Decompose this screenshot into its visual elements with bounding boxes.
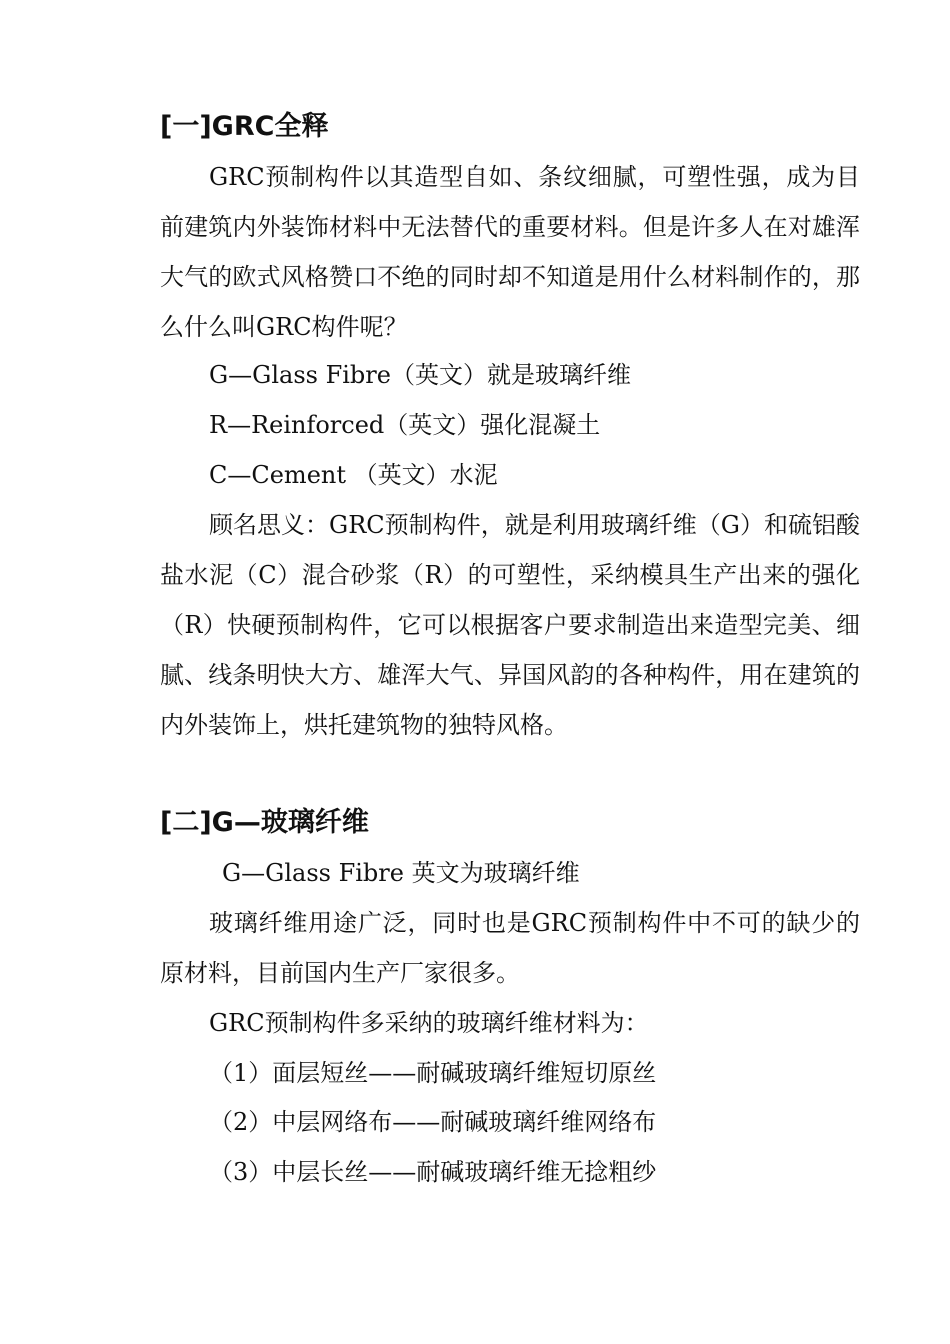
- list-item-r: R—Reinforced（英文）强化混凝土: [209, 411, 601, 439]
- section2-intro: GRC预制构件多采纳的玻璃纤维材料为：: [209, 1009, 649, 1037]
- section2-subline: G—Glass Fibre 英文为玻璃纤维: [222, 859, 580, 887]
- section2-paragraph-1: 玻璃纤维用途广泛，同时也是GRC预制构件中不可的缺少的原材料，目前国内生产厂家很多。: [160, 909, 860, 987]
- section2-heading: [二]G—玻璃纤维: [160, 807, 369, 838]
- list-item-3: （3）中层长丝——耐碱玻璃纤维无捻粗纱: [209, 1158, 657, 1186]
- list-item-2: （2）中层网络布——耐碱玻璃纤维网络布: [209, 1108, 657, 1136]
- section1-paragraph-2: 顾名思义：GRC预制构件，就是利用玻璃纤维（G）和硫铝酸盐水泥（C）混合砂浆（R）的可塑性，采纳模具生产出来的强化（R）快硬预制构件，它可以根据客户要求制造出来造型完美、细腻、线条明快大方、雄浑大气、异国风韵的各种构件，用在建筑的内外装饰上，烘托建筑物的独特风格。: [160, 511, 860, 739]
- list-item-g: G—Glass Fibre（英文）就是玻璃纤维: [209, 361, 631, 389]
- list-item-c: C—Cement （英文）水泥: [209, 461, 498, 489]
- section1-paragraph-1: GRC预制构件以其造型自如、条纹细腻，可塑性强，成为目前建筑内外装饰材料中无法替代的重要材料。但是许多人在对雄浑大气的欧式风格赞口不绝的同时却不知道是用什么材料制作的，那么什么叫GRC构件呢？: [160, 163, 860, 341]
- section1-heading: [一]GRC全释: [160, 111, 329, 142]
- list-item-1: （1）面层短丝——耐碱玻璃纤维短切原丝: [209, 1059, 657, 1087]
